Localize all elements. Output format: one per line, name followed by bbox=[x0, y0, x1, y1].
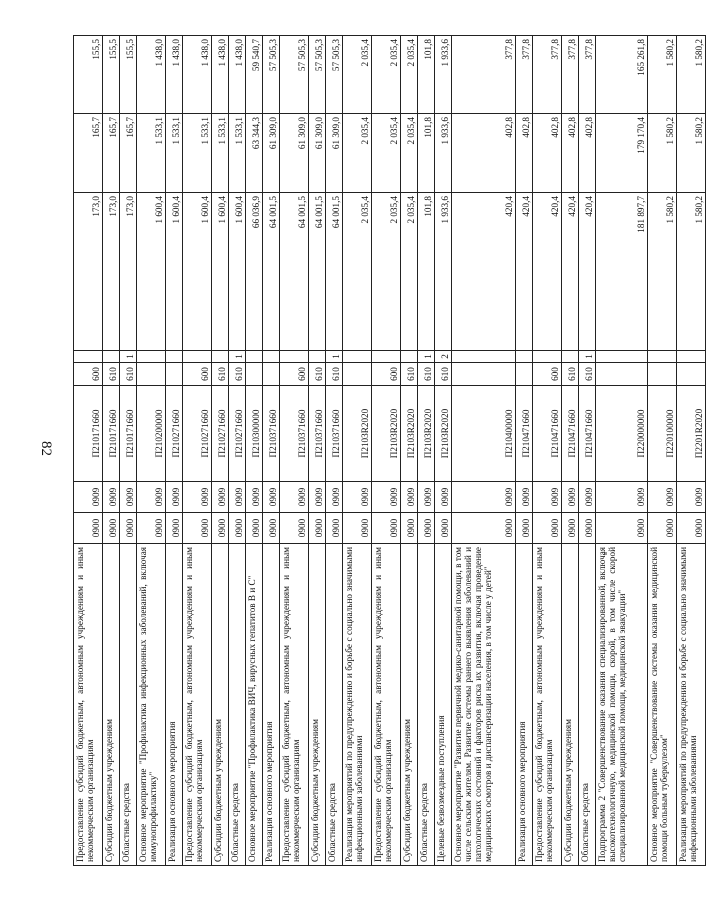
row-fund-mark: 1 bbox=[326, 351, 343, 363]
table-row bbox=[326, 35, 343, 865]
table-row bbox=[343, 35, 372, 865]
row-value-1: 66 036,9 bbox=[246, 192, 263, 350]
row-code-a: 0900 bbox=[516, 513, 533, 544]
row-expense-type bbox=[677, 363, 706, 386]
table-row bbox=[74, 35, 103, 865]
row-code-a: 0900 bbox=[562, 513, 579, 544]
row-fund-mark bbox=[103, 351, 120, 363]
row-target-code: П220100000 bbox=[648, 386, 677, 482]
row-value-1: 1 600,4 bbox=[137, 192, 166, 350]
row-value-1: 173,0 bbox=[120, 192, 137, 350]
row-target-code: П210371660 bbox=[326, 386, 343, 482]
row-name: Субсидии бюджетным учреждениям bbox=[103, 544, 120, 866]
row-expense-type: 610 bbox=[562, 363, 579, 386]
row-value-2: 402,8 bbox=[579, 113, 596, 192]
row-value-1: 64 001,5 bbox=[309, 192, 326, 350]
row-fund-mark bbox=[246, 351, 263, 363]
row-value-1: 64 001,5 bbox=[326, 192, 343, 350]
row-value-3: 57 505,3 bbox=[326, 35, 343, 113]
row-value-1: 420,4 bbox=[579, 192, 596, 350]
row-value-2: 165,7 bbox=[120, 113, 137, 192]
row-expense-type: 610 bbox=[120, 363, 137, 386]
row-code-b: 0909 bbox=[280, 482, 309, 513]
row-name: Основное мероприятие "Профилактика ВИЧ, вирусных гепатитов В и С" bbox=[246, 544, 263, 866]
row-code-a: 0900 bbox=[372, 513, 401, 544]
row-fund-mark bbox=[166, 351, 183, 363]
row-fund-mark: 1 bbox=[120, 351, 137, 363]
row-value-3: 377,8 bbox=[562, 35, 579, 113]
row-target-code: П2103R2020 bbox=[418, 386, 435, 482]
row-value-1: 1 600,4 bbox=[183, 192, 212, 350]
row-value-3: 2 035,4 bbox=[343, 35, 372, 113]
row-value-3: 1 580,2 bbox=[648, 35, 677, 113]
row-expense-type: 610 bbox=[418, 363, 435, 386]
row-code-a: 0900 bbox=[533, 513, 562, 544]
row-value-2: 402,8 bbox=[452, 113, 516, 192]
row-target-code: П210471660 bbox=[533, 386, 562, 482]
row-fund-mark bbox=[137, 351, 166, 363]
row-name: Реализация мероприятий по предупреждению и борьбе с социально значимыми инфекционными заболеваниями bbox=[677, 544, 706, 866]
table-row bbox=[280, 35, 309, 865]
row-fund-mark bbox=[372, 351, 401, 363]
row-name: Областные средства bbox=[326, 544, 343, 866]
row-code-b: 0909 bbox=[183, 482, 212, 513]
row-code-a: 0900 bbox=[137, 513, 166, 544]
row-fund-mark bbox=[562, 351, 579, 363]
row-expense-type: 610 bbox=[435, 363, 452, 386]
row-code-a: 0900 bbox=[326, 513, 343, 544]
budget-table-body bbox=[74, 35, 706, 865]
row-fund-mark bbox=[401, 351, 418, 363]
row-code-a: 0900 bbox=[401, 513, 418, 544]
table-row bbox=[309, 35, 326, 865]
row-value-3: 57 505,3 bbox=[280, 35, 309, 113]
row-name: Областные средства bbox=[120, 544, 137, 866]
row-code-a: 0900 bbox=[280, 513, 309, 544]
row-code-b: 0909 bbox=[103, 482, 120, 513]
row-target-code: П2103R2020 bbox=[401, 386, 418, 482]
row-value-2: 61 309,0 bbox=[326, 113, 343, 192]
row-code-a: 0900 bbox=[103, 513, 120, 544]
row-expense-type bbox=[137, 363, 166, 386]
table-row bbox=[516, 35, 533, 865]
row-code-b: 0909 bbox=[263, 482, 280, 513]
row-name: Предоставление субсидий бюджетным, автономным учреждениям и иным некоммерческим организациям bbox=[183, 544, 212, 866]
row-code-b: 0909 bbox=[343, 482, 372, 513]
row-name: Субсидии бюджетным учреждениям bbox=[401, 544, 418, 866]
row-value-3: 57 505,3 bbox=[309, 35, 326, 113]
row-expense-type bbox=[166, 363, 183, 386]
row-code-b: 0909 bbox=[74, 482, 103, 513]
row-value-1: 420,4 bbox=[533, 192, 562, 350]
row-value-3: 1 438,0 bbox=[229, 35, 246, 113]
row-fund-mark bbox=[263, 351, 280, 363]
row-target-code: П210471660 bbox=[516, 386, 533, 482]
row-code-a: 0900 bbox=[343, 513, 372, 544]
row-name: Реализация основного мероприятия bbox=[166, 544, 183, 866]
row-expense-type: 610 bbox=[103, 363, 120, 386]
row-value-3: 2 035,4 bbox=[401, 35, 418, 113]
row-value-2: 2 035,4 bbox=[343, 113, 372, 192]
row-value-2: 61 309,0 bbox=[309, 113, 326, 192]
row-value-1: 1 933,6 bbox=[435, 192, 452, 350]
table-row bbox=[372, 35, 401, 865]
row-code-a: 0900 bbox=[452, 513, 516, 544]
row-value-1: 1 600,4 bbox=[229, 192, 246, 350]
table-row bbox=[435, 35, 452, 865]
row-expense-type bbox=[263, 363, 280, 386]
row-value-2: 402,8 bbox=[533, 113, 562, 192]
row-code-b: 0909 bbox=[435, 482, 452, 513]
row-code-b: 0909 bbox=[418, 482, 435, 513]
row-value-1: 1 600,4 bbox=[212, 192, 229, 350]
row-value-2: 165,7 bbox=[103, 113, 120, 192]
row-code-b: 0909 bbox=[516, 482, 533, 513]
row-value-2: 1 933,6 bbox=[435, 113, 452, 192]
row-name: Субсидии бюджетным учреждениям bbox=[309, 544, 326, 866]
row-fund-mark bbox=[74, 351, 103, 363]
row-code-a: 0900 bbox=[212, 513, 229, 544]
row-value-2: 2 035,4 bbox=[401, 113, 418, 192]
row-code-a: 0900 bbox=[309, 513, 326, 544]
table-row bbox=[452, 35, 516, 865]
row-code-a: 0900 bbox=[596, 513, 648, 544]
row-expense-type bbox=[343, 363, 372, 386]
row-expense-type: 610 bbox=[309, 363, 326, 386]
row-fund-mark: 1 bbox=[229, 351, 246, 363]
row-value-1: 1 580,2 bbox=[648, 192, 677, 350]
row-fund-mark bbox=[596, 351, 648, 363]
row-value-3: 1 438,0 bbox=[183, 35, 212, 113]
row-value-3: 57 505,3 bbox=[263, 35, 280, 113]
row-fund-mark bbox=[343, 351, 372, 363]
table-row bbox=[562, 35, 579, 865]
row-name: Предоставление субсидий бюджетным, автономным учреждениям и иным некоммерческим организациям bbox=[74, 544, 103, 866]
row-target-code: П2103R2020 bbox=[435, 386, 452, 482]
row-target-code: П210400000 bbox=[452, 386, 516, 482]
row-fund-mark bbox=[309, 351, 326, 363]
row-value-2: 1 580,2 bbox=[677, 113, 706, 192]
row-name: Подпрограмма 2 "Совершенствование оказания специализированной, включая высокотехнологичную, медицинской помощи, скорой, в том числе скорой специализированной медицинской помощи, медицинской эвакуации" bbox=[596, 544, 648, 866]
row-value-3: 155,5 bbox=[74, 35, 103, 113]
table-row bbox=[137, 35, 166, 865]
row-code-b: 0909 bbox=[533, 482, 562, 513]
table-row bbox=[103, 35, 120, 865]
row-fund-mark bbox=[516, 351, 533, 363]
row-code-b: 0909 bbox=[309, 482, 326, 513]
row-code-b: 0909 bbox=[648, 482, 677, 513]
row-value-1: 1 580,2 bbox=[677, 192, 706, 350]
row-expense-type bbox=[452, 363, 516, 386]
row-value-2: 179 170,4 bbox=[596, 113, 648, 192]
row-code-b: 0909 bbox=[229, 482, 246, 513]
row-value-2: 1 533,1 bbox=[166, 113, 183, 192]
row-code-a: 0900 bbox=[648, 513, 677, 544]
row-expense-type: 610 bbox=[401, 363, 418, 386]
row-code-b: 0909 bbox=[562, 482, 579, 513]
row-value-2: 1 580,2 bbox=[648, 113, 677, 192]
row-target-code: П2103R2020 bbox=[372, 386, 401, 482]
page-number: 82 bbox=[38, 441, 54, 456]
row-expense-type: 600 bbox=[280, 363, 309, 386]
row-target-code: П210371660 bbox=[280, 386, 309, 482]
row-name: Реализация основного мероприятия bbox=[516, 544, 533, 866]
row-value-1: 2 035,4 bbox=[372, 192, 401, 350]
row-value-3: 1 933,6 bbox=[435, 35, 452, 113]
row-name: Субсидии бюджетным учреждениям bbox=[562, 544, 579, 866]
row-fund-mark bbox=[280, 351, 309, 363]
row-code-a: 0900 bbox=[418, 513, 435, 544]
row-target-code: П210271660 bbox=[229, 386, 246, 482]
row-name: Областные средства bbox=[418, 544, 435, 866]
row-fund-mark bbox=[212, 351, 229, 363]
row-expense-type bbox=[246, 363, 263, 386]
row-value-3: 377,8 bbox=[452, 35, 516, 113]
table-row bbox=[212, 35, 229, 865]
row-expense-type: 610 bbox=[579, 363, 596, 386]
row-expense-type: 600 bbox=[74, 363, 103, 386]
row-name: Областные средства bbox=[579, 544, 596, 866]
row-target-code: П210471660 bbox=[562, 386, 579, 482]
row-expense-type bbox=[596, 363, 648, 386]
row-value-1: 2 035,4 bbox=[343, 192, 372, 350]
row-code-a: 0900 bbox=[74, 513, 103, 544]
row-value-1: 420,4 bbox=[452, 192, 516, 350]
table-row bbox=[648, 35, 677, 865]
row-code-b: 0909 bbox=[452, 482, 516, 513]
row-value-3: 377,8 bbox=[533, 35, 562, 113]
row-fund-mark: 2 bbox=[435, 351, 452, 363]
row-value-1: 173,0 bbox=[74, 192, 103, 350]
row-name: Основное мероприятие "Профилактика инфекционных заболеваний, включая иммунопрофилактику" bbox=[137, 544, 166, 866]
row-value-3: 377,8 bbox=[516, 35, 533, 113]
row-name: Предоставление субсидий бюджетным, автономным учреждениям и иным некоммерческим организациям bbox=[280, 544, 309, 866]
row-code-a: 0900 bbox=[263, 513, 280, 544]
budget-table-container bbox=[73, 36, 704, 866]
row-code-b: 0909 bbox=[246, 482, 263, 513]
row-value-1: 64 001,5 bbox=[280, 192, 309, 350]
row-value-3: 155,5 bbox=[120, 35, 137, 113]
row-expense-type: 600 bbox=[183, 363, 212, 386]
row-code-b: 0909 bbox=[677, 482, 706, 513]
row-target-code: П210471660 bbox=[579, 386, 596, 482]
table-row bbox=[579, 35, 596, 865]
row-value-2: 2 035,4 bbox=[372, 113, 401, 192]
row-value-1: 2 035,4 bbox=[401, 192, 418, 350]
row-code-b: 0909 bbox=[120, 482, 137, 513]
row-expense-type: 610 bbox=[229, 363, 246, 386]
row-value-1: 420,4 bbox=[562, 192, 579, 350]
row-target-code: П220000000 bbox=[596, 386, 648, 482]
row-code-b: 0909 bbox=[372, 482, 401, 513]
row-target-code: П210371660 bbox=[263, 386, 280, 482]
row-value-2: 61 309,0 bbox=[263, 113, 280, 192]
row-code-a: 0900 bbox=[246, 513, 263, 544]
row-value-2: 61 309,0 bbox=[280, 113, 309, 192]
row-name: Основное мероприятие "Совершенствование системы оказания медицинской помощи больным туберкулезом" bbox=[648, 544, 677, 866]
table-row bbox=[533, 35, 562, 865]
row-value-1: 420,4 bbox=[516, 192, 533, 350]
row-value-2: 1 533,1 bbox=[183, 113, 212, 192]
budget-table bbox=[73, 35, 706, 866]
row-code-b: 0909 bbox=[596, 482, 648, 513]
row-target-code: П2201R2020 bbox=[677, 386, 706, 482]
row-target-code: П210271660 bbox=[212, 386, 229, 482]
row-code-b: 0909 bbox=[137, 482, 166, 513]
table-row bbox=[229, 35, 246, 865]
row-target-code: П210171660 bbox=[103, 386, 120, 482]
row-value-3: 377,8 bbox=[579, 35, 596, 113]
table-row bbox=[401, 35, 418, 865]
row-code-b: 0909 bbox=[579, 482, 596, 513]
row-name: Предоставление субсидий бюджетным, автономным учреждениям и иным некоммерческим организациям bbox=[533, 544, 562, 866]
table-row bbox=[677, 35, 706, 865]
row-code-a: 0900 bbox=[166, 513, 183, 544]
table-row bbox=[246, 35, 263, 865]
row-name: Основное мероприятие "Развитие первичной медико-санитарной помощи, в том числе сельским жителям. Развитие системы раннего выявления заболеваний и патологических состояний и факторов риска их развития, включая проведение медицинских осмотров и диспансеризации населения, в том числе у детей" bbox=[452, 544, 516, 866]
row-value-2: 402,8 bbox=[562, 113, 579, 192]
row-target-code: П2103R2020 bbox=[343, 386, 372, 482]
row-value-3: 1 438,0 bbox=[212, 35, 229, 113]
table-row bbox=[418, 35, 435, 865]
row-name: Реализация мероприятий по предупреждению и борьбе с социально значимыми инфекционными заболеваниями bbox=[343, 544, 372, 866]
row-value-3: 2 035,4 bbox=[372, 35, 401, 113]
row-expense-type: 600 bbox=[533, 363, 562, 386]
row-fund-mark bbox=[533, 351, 562, 363]
table-row bbox=[263, 35, 280, 865]
row-value-3: 59 540,7 bbox=[246, 35, 263, 113]
row-expense-type: 610 bbox=[326, 363, 343, 386]
row-name: Субсидии бюджетным учреждениям bbox=[212, 544, 229, 866]
row-value-2: 101,8 bbox=[418, 113, 435, 192]
row-target-code: П210171660 bbox=[74, 386, 103, 482]
row-expense-type bbox=[648, 363, 677, 386]
row-code-a: 0900 bbox=[120, 513, 137, 544]
row-code-b: 0909 bbox=[212, 482, 229, 513]
row-value-3: 165 261,8 bbox=[596, 35, 648, 113]
row-fund-mark: 1 bbox=[418, 351, 435, 363]
row-value-3: 155,5 bbox=[103, 35, 120, 113]
row-name: Областные средства bbox=[229, 544, 246, 866]
row-target-code: П210171660 bbox=[120, 386, 137, 482]
row-value-1: 1 600,4 bbox=[166, 192, 183, 350]
row-value-3: 1 580,2 bbox=[677, 35, 706, 113]
row-code-a: 0900 bbox=[229, 513, 246, 544]
row-target-code: П210300000 bbox=[246, 386, 263, 482]
row-value-1: 64 001,5 bbox=[263, 192, 280, 350]
row-value-2: 1 533,1 bbox=[137, 113, 166, 192]
row-target-code: П210271660 bbox=[166, 386, 183, 482]
row-value-2: 1 533,1 bbox=[212, 113, 229, 192]
row-value-2: 165,7 bbox=[74, 113, 103, 192]
row-value-2: 402,8 bbox=[516, 113, 533, 192]
row-code-a: 0900 bbox=[579, 513, 596, 544]
row-code-a: 0900 bbox=[677, 513, 706, 544]
row-code-b: 0909 bbox=[326, 482, 343, 513]
row-fund-mark bbox=[183, 351, 212, 363]
row-fund-mark bbox=[648, 351, 677, 363]
row-code-a: 0900 bbox=[183, 513, 212, 544]
table-row bbox=[166, 35, 183, 865]
row-fund-mark: 1 bbox=[579, 351, 596, 363]
row-target-code: П210271660 bbox=[183, 386, 212, 482]
row-code-a: 0900 bbox=[435, 513, 452, 544]
table-row bbox=[120, 35, 137, 865]
row-value-2: 1 533,1 bbox=[229, 113, 246, 192]
row-value-2: 63 344,3 bbox=[246, 113, 263, 192]
row-value-3: 1 438,0 bbox=[137, 35, 166, 113]
table-row bbox=[596, 35, 648, 865]
table-row bbox=[183, 35, 212, 865]
row-code-b: 0909 bbox=[401, 482, 418, 513]
row-fund-mark bbox=[677, 351, 706, 363]
row-expense-type: 610 bbox=[212, 363, 229, 386]
row-target-code: П210200000 bbox=[137, 386, 166, 482]
row-name: Целевые безвозмездные поступления bbox=[435, 544, 452, 866]
row-fund-mark bbox=[452, 351, 516, 363]
row-value-1: 173,0 bbox=[103, 192, 120, 350]
row-value-1: 101,8 bbox=[418, 192, 435, 350]
row-name: Предоставление субсидий бюджетным, автономным учреждениям и иным некоммерческим организациям bbox=[372, 544, 401, 866]
row-value-3: 101,8 bbox=[418, 35, 435, 113]
row-expense-type bbox=[516, 363, 533, 386]
row-value-3: 1 438,0 bbox=[166, 35, 183, 113]
row-target-code: П210371660 bbox=[309, 386, 326, 482]
row-code-b: 0909 bbox=[166, 482, 183, 513]
row-expense-type: 600 bbox=[372, 363, 401, 386]
row-name: Реализация основного мероприятия bbox=[263, 544, 280, 866]
row-value-1: 181 897,7 bbox=[596, 192, 648, 350]
